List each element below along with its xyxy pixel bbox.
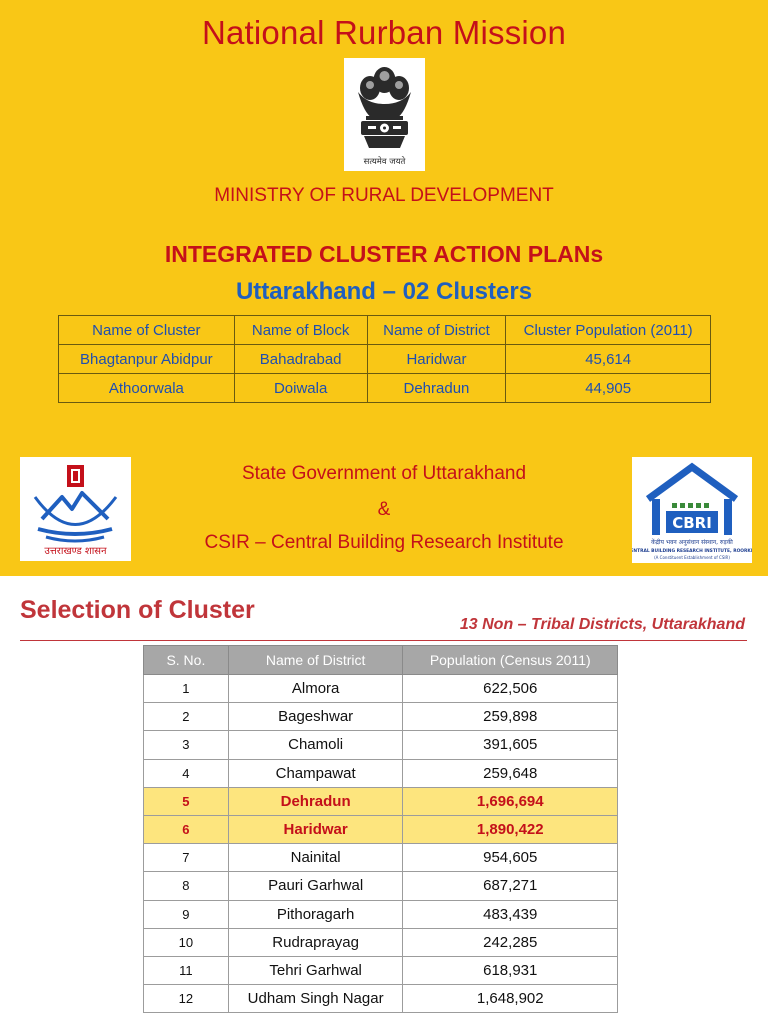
table-cell: 9 [144,900,229,928]
header-cell: Name of Cluster [59,316,235,345]
table-cell: 44,905 [506,374,711,403]
uttarakhand-logo-caption: उत्तराखण्ड शासन [44,546,107,557]
table-cell: 2 [144,703,229,731]
ampersand: & [377,499,391,520]
header-cell: Name of District [367,316,506,345]
table-cell: Champawat [228,759,403,787]
header-cell: Name of Block [234,316,367,345]
header-cell: S. No. [144,646,229,675]
table-cell: 242,285 [403,928,618,956]
table-row [144,956,618,984]
state-clusters-subtitle: Uttarakhand – 02 Clusters [235,278,533,305]
district-table-header [144,646,618,675]
table-cell: Bageshwar [228,703,403,731]
icap-heading: INTEGRATED CLUSTER ACTION PLANs [164,241,604,267]
table-cell: 687,271 [403,872,618,900]
table-cell: Dehradun [228,787,403,815]
table-cell: Haridwar [367,345,506,374]
table-row [144,815,618,843]
table-cell: Chamoli [228,731,403,759]
emblem-motto: सत्यमेव जयते [363,157,406,167]
table-row [144,872,618,900]
table-cell: 6 [144,815,229,843]
cbri-english-name: CENTRAL BUILDING RESEARCH INSTITUTE, ROORKEE [632,549,752,554]
table-row [144,900,618,928]
table-row [144,731,618,759]
table-cell: Rudraprayag [228,928,403,956]
table-row [144,675,618,703]
cbri-acronym: CBRI [672,514,712,532]
cluster-table [58,315,711,403]
table-cell: Doiwala [234,374,367,403]
table-row [59,374,711,403]
district-population-table [143,645,618,1013]
table-cell: 10 [144,928,229,956]
csir-institute: CSIR – Central Building Research Institute [204,532,564,553]
table-row [144,703,618,731]
table-cell: Udham Singh Nagar [228,985,403,1013]
table-cell: Pauri Garhwal [228,872,403,900]
slide-selection [0,576,768,1024]
table-cell: 11 [144,956,229,984]
table-row [144,844,618,872]
table-row [144,928,618,956]
table-cell: 1,648,902 [403,985,618,1013]
table-cell: Dehradun [367,374,506,403]
state-government: State Government of Uttarakhand [241,463,527,484]
selection-subtitle: 13 Non – Tribal Districts, Uttarakhand [459,616,745,633]
table-cell: Pithoragarh [228,900,403,928]
cbri-hindi-name: केंद्रीय भवन अनुसंधान संस्थान, रुड़की [651,539,733,546]
table-cell: 4 [144,759,229,787]
table-cell: 8 [144,872,229,900]
national-emblem-icon [344,58,425,171]
table-cell: 618,931 [403,956,618,984]
table-cell: 1,696,694 [403,787,618,815]
header-cell: Population (Census 2011) [403,646,618,675]
table-cell: Athoorwala [59,374,235,403]
table-cell: Bhagtanpur Abidpur [59,345,235,374]
table-cell: Haridwar [228,815,403,843]
table-row [59,345,711,374]
cbri-csir-note: (A Constituent Establishment of CSIR) [654,555,730,560]
cluster-table-header [59,316,711,345]
table-cell: Bahadrabad [234,345,367,374]
table-row [144,985,618,1013]
table-cell: 391,605 [403,731,618,759]
table-cell: 7 [144,844,229,872]
table-cell: 5 [144,787,229,815]
table-cell: 259,898 [403,703,618,731]
table-cell: 954,605 [403,844,618,872]
table-row [144,759,618,787]
table-cell: 3 [144,731,229,759]
table-cell: 1,890,422 [403,815,618,843]
table-row [144,787,618,815]
table-cell: 259,648 [403,759,618,787]
selection-title: Selection of Cluster [20,596,255,624]
table-cell: Nainital [228,844,403,872]
table-cell: Almora [228,675,403,703]
district-table-body [144,675,618,1013]
header-cell: Cluster Population (2011) [506,316,711,345]
table-cell: 622,506 [403,675,618,703]
table-cell: 1 [144,675,229,703]
cbri-logo [632,457,752,563]
title-divider [20,640,747,641]
table-cell: 45,614 [506,345,711,374]
table-cell: 12 [144,985,229,1013]
header-cell: Name of District [228,646,403,675]
ministry-name: MINISTRY OF RURAL DEVELOPMENT [214,185,554,206]
table-cell: Tehri Garhwal [228,956,403,984]
mission-title: National Rurban Mission [201,14,567,51]
table-cell: 483,439 [403,900,618,928]
